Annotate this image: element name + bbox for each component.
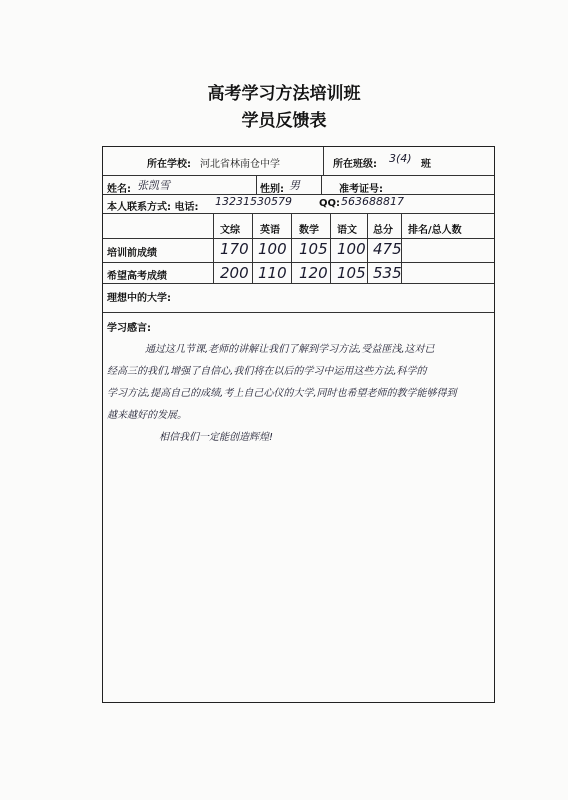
header-chinese: 语文 xyxy=(337,225,357,236)
col-divider xyxy=(321,175,322,194)
pre-score-math: 105 xyxy=(299,240,328,258)
feedback-text xyxy=(107,339,493,449)
target-score-chinese: 105 xyxy=(337,264,366,282)
target-score-total: 535 xyxy=(373,264,402,282)
header-wenzong: 文综 xyxy=(220,225,240,236)
header-math: 数学 xyxy=(299,225,319,236)
target-score-wenzong: 200 xyxy=(220,264,249,282)
header-english: 英语 xyxy=(260,225,280,236)
class-label: 所在班级: xyxy=(333,159,377,170)
header-total: 总分 xyxy=(373,225,393,236)
col-divider xyxy=(323,147,324,175)
qq-value: 563688817 xyxy=(341,195,404,208)
row-divider xyxy=(103,283,494,284)
form-title: 高考学习方法培训班 xyxy=(207,84,361,104)
gender-value: 男 xyxy=(289,179,300,192)
feedback-line: 经高三的我们,增强了自信心,我们将在以后的学习中运用这些方法,科学的 xyxy=(107,366,427,377)
school-label: 所在学校: xyxy=(147,159,191,170)
contact-label: 本人联系方式: 电话: xyxy=(107,202,199,213)
name-value: 张凯雪 xyxy=(137,179,170,192)
feedback-form xyxy=(102,146,495,703)
feedback-line: 相信我们一定能创造辉煌! xyxy=(159,432,274,443)
pre-training-label: 培训前成绩 xyxy=(107,248,157,259)
row-divider xyxy=(103,262,494,263)
university-label: 理想中的大学: xyxy=(107,293,171,304)
row-divider xyxy=(103,194,494,195)
target-score-english: 110 xyxy=(258,264,287,282)
col-divider xyxy=(291,213,292,283)
class-value: 3(4) xyxy=(389,152,412,165)
header-rank: 排名/总人数 xyxy=(408,225,462,236)
class-suffix: 班 xyxy=(421,159,431,170)
form-subtitle: 学员反馈表 xyxy=(241,111,327,131)
col-divider xyxy=(367,213,368,283)
col-divider xyxy=(330,213,331,283)
target-score-math: 120 xyxy=(299,264,328,282)
feedback-line: 学习方法,提高自己的成绩,考上自己心仪的大学,同时也希望老师的教学能够得到 xyxy=(107,388,457,399)
school-value: 河北省林南仓中学 xyxy=(200,159,280,170)
pre-score-wenzong: 170 xyxy=(220,240,249,258)
phone-value: 13231530579 xyxy=(215,195,292,208)
feedback-label: 学习感言: xyxy=(107,323,151,334)
row-divider xyxy=(103,238,494,239)
feedback-line: 越来越好的发展。 xyxy=(107,410,187,421)
col-divider xyxy=(213,213,214,283)
pre-score-english: 100 xyxy=(258,240,287,258)
row-divider xyxy=(103,175,494,176)
row-divider xyxy=(103,213,494,214)
feedback-line: 通过这几节课,老师的讲解让我们了解到学习方法,受益匪浅,这对已 xyxy=(145,344,435,355)
row-divider xyxy=(103,312,494,313)
pre-score-chinese: 100 xyxy=(337,240,366,258)
qq-label: QQ: xyxy=(319,198,341,209)
col-divider xyxy=(252,213,253,283)
gender-label: 性别: xyxy=(260,184,284,195)
exam-number-label: 准考证号: xyxy=(339,184,383,195)
target-score-label: 希望高考成绩 xyxy=(107,271,167,282)
name-label: 姓名: xyxy=(107,184,131,195)
col-divider xyxy=(256,175,257,194)
pre-score-total: 475 xyxy=(373,240,402,258)
